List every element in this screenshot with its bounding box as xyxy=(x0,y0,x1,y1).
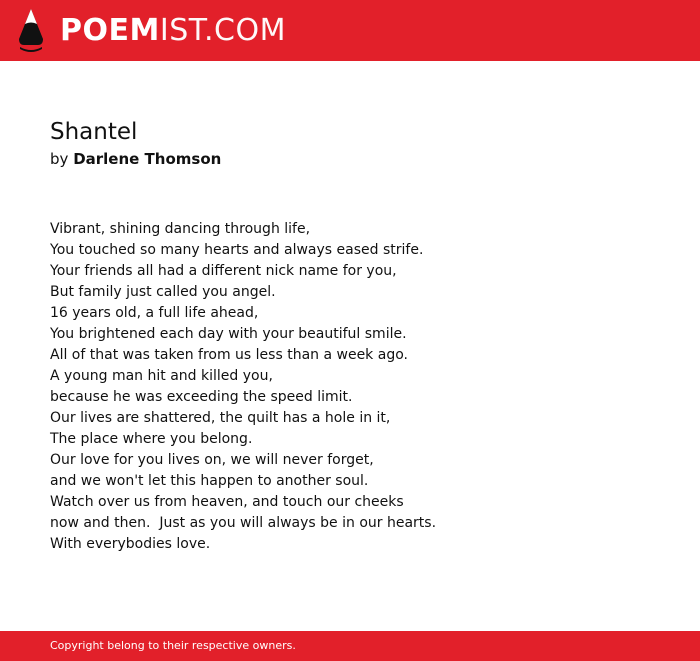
brand-name-light: IST.COM xyxy=(159,13,286,48)
poem-line: because he was exceeding the speed limit. xyxy=(50,389,353,405)
author-name: Darlene Thomson xyxy=(73,150,222,168)
poem-line: Watch over us from heaven, and touch our cheeks xyxy=(50,494,404,510)
poem-title: Shantel xyxy=(50,119,138,145)
poem-line: But family just called you angel. xyxy=(50,284,276,300)
poem-line: You touched so many hearts and always eased strife. xyxy=(50,242,424,258)
poem-line: and we won't let this happen to another soul. xyxy=(50,473,369,489)
by-label: by xyxy=(50,150,69,168)
poem-byline xyxy=(50,148,221,170)
brand-name xyxy=(60,9,286,53)
poem-body xyxy=(50,219,436,555)
poem-line: 16 years old, a full life ahead, xyxy=(50,305,259,321)
site-header xyxy=(0,0,700,61)
site-footer xyxy=(0,631,700,661)
site-logo-link[interactable] xyxy=(16,9,286,53)
pencil-tip-icon xyxy=(16,9,46,53)
poem-line: Our love for you lives on, we will never forget, xyxy=(50,452,374,468)
brand-name-bold: POEM xyxy=(60,13,160,48)
poem-line: All of that was taken from us less than a week ago. xyxy=(50,347,408,363)
poem-line: The place where you belong. xyxy=(50,431,253,447)
poem-line: With everybodies love. xyxy=(50,536,211,552)
poem-line: Vibrant, shining dancing through life, xyxy=(50,221,311,237)
poem-line: You brightened each day with your beautiful smile. xyxy=(50,326,407,342)
poem-line: Your friends all had a different nick name for you, xyxy=(50,263,397,279)
poem-line: Our lives are shattered, the quilt has a hole in it, xyxy=(50,410,391,426)
copyright-text: Copyright belong to their respective owners. xyxy=(50,639,296,652)
poem-line: A young man hit and killed you, xyxy=(50,368,273,384)
poem-line: now and then. Just as you will always be in our hearts. xyxy=(50,515,437,531)
